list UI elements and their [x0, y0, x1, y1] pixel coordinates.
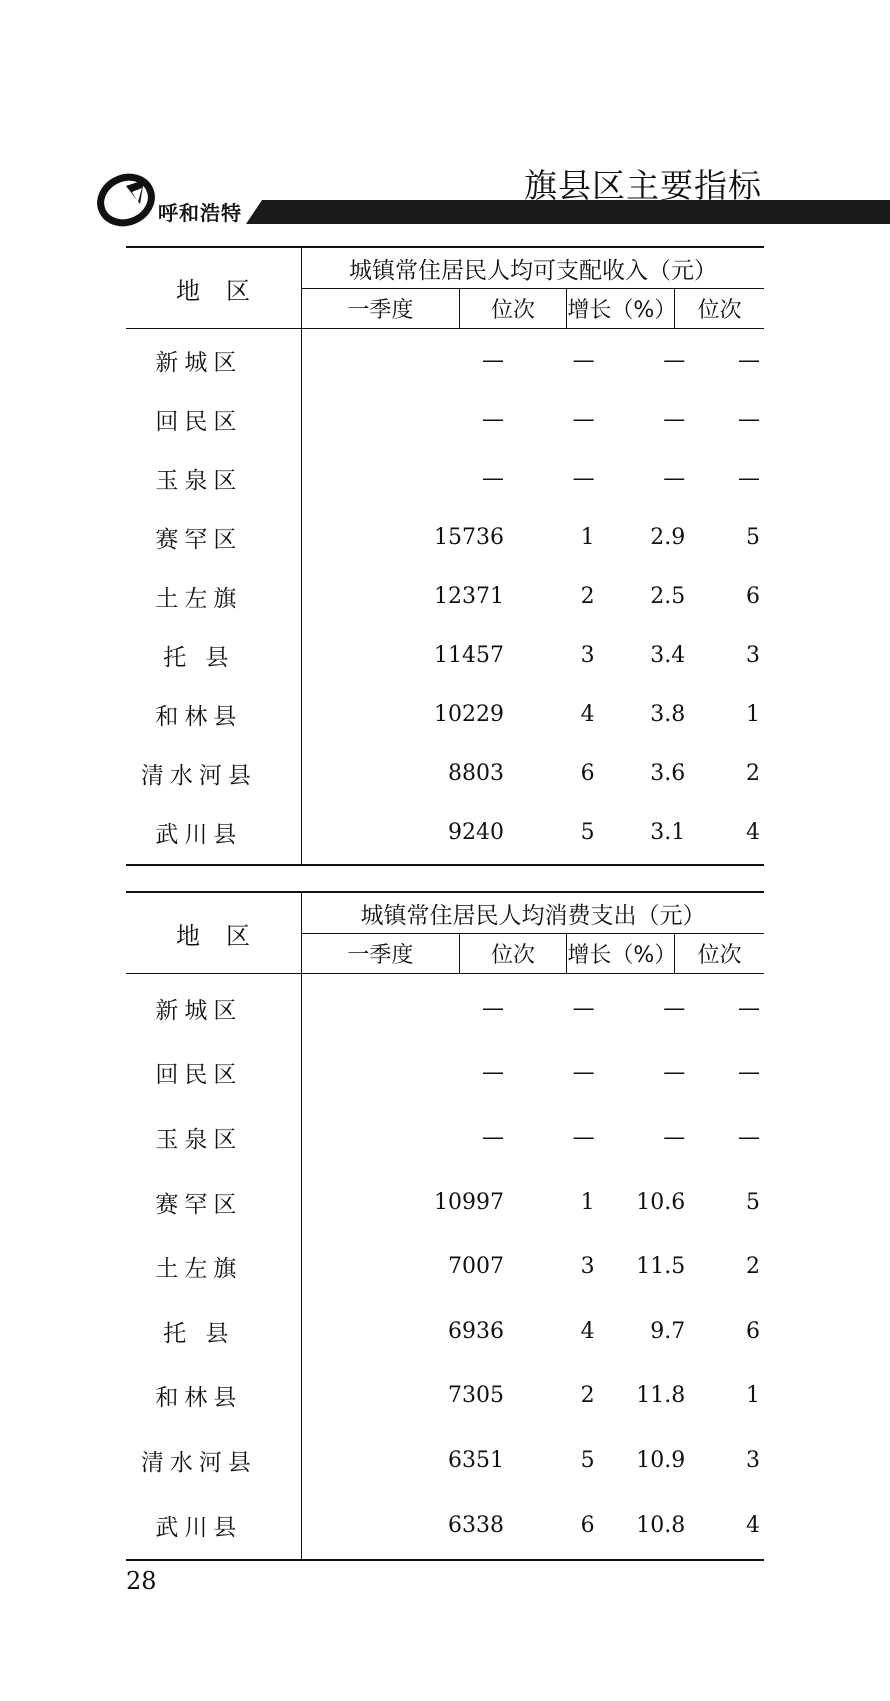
growth-cell: 2.9	[650, 525, 686, 550]
region-cell: 玉泉区	[155, 1126, 243, 1153]
growth-cell: 3.1	[650, 820, 686, 845]
page-header	[0, 0, 890, 240]
growth-rank-column-header: 位次	[697, 943, 742, 968]
region-cell: 土左旗	[155, 1256, 243, 1283]
table-row	[126, 626, 764, 685]
rank-cell: 1	[580, 525, 595, 550]
rank-cell: —	[572, 1124, 595, 1150]
growth-cell: 3.8	[650, 702, 686, 727]
table-row	[126, 449, 764, 508]
value-cell: —	[482, 1124, 505, 1150]
rank-column-header: 位次	[460, 289, 568, 328]
growth-rank-cell: 2	[746, 1254, 760, 1280]
rank-cell: 4	[580, 1318, 595, 1344]
table-row	[126, 331, 764, 390]
growth-rank-cell: 6	[746, 1318, 760, 1344]
growth-cell: —	[663, 407, 686, 432]
growth-rank-cell: —	[738, 1124, 760, 1150]
group-header: 城镇常住居民人均可支配收入（元）	[301, 248, 764, 289]
value-cell: 6351	[448, 1447, 505, 1473]
table-row	[126, 744, 764, 803]
growth-cell: 10.9	[636, 1447, 686, 1473]
rank-cell: 2	[580, 584, 595, 609]
rank-cell: 4	[580, 702, 595, 727]
growth-rank-cell: 6	[746, 584, 760, 609]
table-row	[126, 976, 764, 1041]
sub-header-row	[301, 934, 764, 973]
rank-cell: —	[572, 1060, 595, 1086]
value-cell: 7007	[448, 1254, 505, 1280]
rank-cell: —	[572, 466, 595, 491]
region-cell: 新城区	[155, 350, 243, 376]
value-cell: 10229	[434, 702, 505, 727]
consumption-table	[126, 891, 764, 1561]
value-cell: —	[482, 407, 505, 432]
region-cell: 托 县	[163, 1320, 235, 1347]
rank-cell: 5	[580, 820, 595, 845]
region-cell: 回民区	[155, 409, 243, 435]
growth-rank-cell: 3	[746, 643, 760, 668]
growth-cell: 10.8	[636, 1512, 686, 1538]
section-title: 旗县区主要指标	[524, 166, 762, 205]
table-row	[126, 1493, 764, 1558]
region-cell: 托 县	[163, 645, 235, 671]
growth-column-header: 增长（%）	[567, 289, 675, 328]
table-row	[126, 1105, 764, 1170]
value-cell: —	[482, 1060, 505, 1086]
quarter-column-header: 一季度	[302, 934, 460, 973]
value-cell: —	[482, 348, 505, 373]
region-cell: 和林县	[155, 704, 243, 730]
rank-cell: 3	[580, 1254, 595, 1280]
rank-cell: 5	[580, 1447, 595, 1473]
growth-rank-cell: —	[738, 1060, 760, 1086]
growth-cell: 10.6	[636, 1189, 686, 1215]
value-cell: 8803	[448, 761, 505, 786]
value-cell: 6936	[448, 1318, 505, 1344]
growth-cell: —	[663, 466, 686, 491]
group-header: 城镇常住居民人均消费支出（元）	[301, 893, 764, 934]
table-row	[126, 567, 764, 626]
growth-rank-cell: —	[738, 348, 760, 373]
region-cell: 赛罕区	[155, 527, 243, 553]
growth-rank-cell: 5	[746, 525, 760, 550]
table-row	[126, 508, 764, 567]
table-row	[126, 1041, 764, 1106]
growth-rank-cell: 1	[746, 1383, 760, 1409]
rank-cell: 6	[580, 1512, 595, 1538]
sub-header-row	[301, 289, 764, 328]
table-header	[126, 248, 764, 329]
table-row	[126, 1170, 764, 1235]
region-cell: 玉泉区	[155, 468, 243, 494]
region-cell: 清水河县	[140, 1449, 257, 1476]
table-header	[126, 893, 764, 974]
growth-cell: 11.5	[636, 1254, 686, 1280]
income-table	[126, 246, 764, 866]
region-cell: 和林县	[155, 1385, 243, 1412]
rank-cell: —	[572, 995, 595, 1021]
rank-column-header: 位次	[460, 934, 568, 973]
table-row	[126, 390, 764, 449]
growth-rank-cell: —	[738, 466, 760, 491]
region-cell: 赛罕区	[155, 1191, 243, 1218]
growth-cell: —	[663, 1124, 686, 1150]
rank-cell: 6	[580, 761, 595, 786]
value-cell: 7305	[448, 1383, 505, 1409]
region-cell: 武川县	[155, 822, 243, 848]
growth-cell: —	[663, 995, 686, 1021]
growth-cell: —	[663, 1060, 686, 1086]
table-row	[126, 685, 764, 744]
growth-rank-cell: 3	[746, 1447, 760, 1473]
value-cell: 15736	[434, 525, 505, 550]
growth-cell: —	[663, 348, 686, 373]
value-cell: 9240	[448, 820, 505, 845]
growth-cell: 11.8	[636, 1383, 686, 1409]
table-row	[126, 1234, 764, 1299]
quarter-column-header: 一季度	[302, 289, 460, 328]
growth-cell: 2.5	[650, 584, 686, 609]
value-cell: 10997	[434, 1189, 505, 1215]
growth-rank-cell: 4	[746, 1512, 760, 1538]
growth-rank-cell: —	[738, 407, 760, 432]
table-row	[126, 803, 764, 862]
logo-text: 呼和浩特	[158, 201, 242, 225]
table-row	[126, 1364, 764, 1429]
value-cell: 11457	[434, 643, 505, 668]
region-column-header: 地区	[176, 921, 276, 950]
rank-cell: 3	[580, 643, 595, 668]
growth-rank-cell: 5	[746, 1189, 760, 1215]
growth-rank-cell: 2	[746, 761, 760, 786]
region-cell: 武川县	[155, 1514, 243, 1541]
value-cell: —	[482, 466, 505, 491]
region-cell: 清水河县	[140, 763, 257, 789]
city-logo-icon	[96, 168, 166, 232]
growth-rank-cell: 1	[746, 702, 760, 727]
growth-cell: 3.6	[650, 761, 686, 786]
value-cell: —	[482, 995, 505, 1021]
region-cell: 土左旗	[155, 586, 243, 612]
region-cell: 新城区	[155, 997, 243, 1024]
growth-cell: 3.4	[650, 643, 686, 668]
rank-cell: —	[572, 348, 595, 373]
table-body	[126, 974, 764, 1559]
rank-cell: 1	[580, 1189, 595, 1215]
value-cell: 6338	[448, 1512, 505, 1538]
growth-rank-cell: —	[738, 995, 760, 1021]
region-cell: 回民区	[155, 1062, 243, 1089]
rank-cell: 2	[580, 1383, 595, 1409]
page-number: 28	[126, 1567, 157, 1595]
growth-rank-column-header: 位次	[697, 298, 742, 323]
value-cell: 12371	[434, 584, 505, 609]
growth-rank-cell: 4	[746, 820, 760, 845]
table-row	[126, 1299, 764, 1364]
table-body	[126, 329, 764, 864]
growth-cell: 9.7	[650, 1318, 686, 1344]
growth-column-header: 增长（%）	[567, 934, 675, 973]
table-row	[126, 1428, 764, 1493]
region-column-header: 地区	[176, 276, 276, 305]
rank-cell: —	[572, 407, 595, 432]
